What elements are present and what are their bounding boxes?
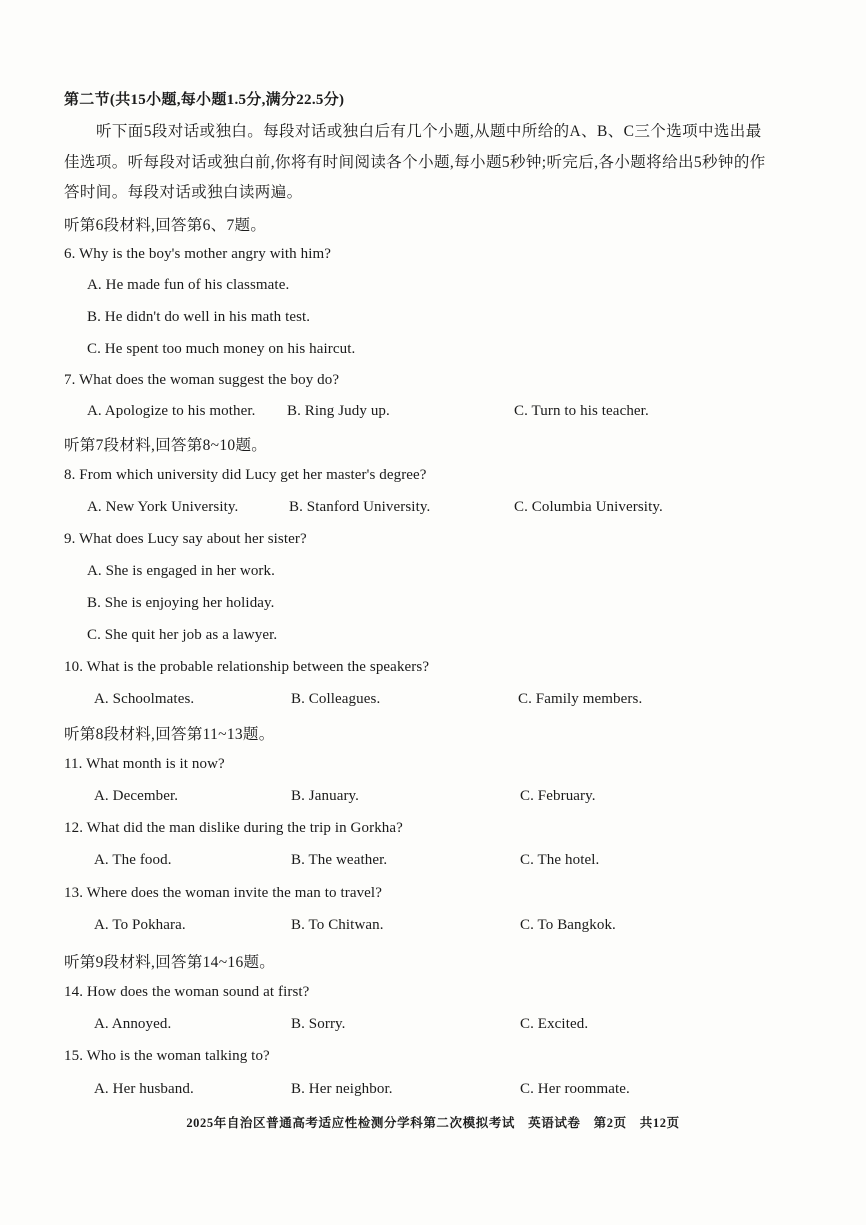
question-13-option-b: B. To Chitwan.: [291, 917, 384, 933]
question-14: 14. How does the woman sound at first?: [64, 984, 310, 1000]
material-6-heading: 听第6段材料,回答第6、7题。: [64, 217, 267, 234]
question-12-option-c: C. The hotel.: [520, 852, 600, 868]
question-6-option-b: B. He didn't do well in his math test.: [87, 309, 311, 325]
question-8-option-c: C. Columbia University.: [514, 499, 663, 515]
question-12-option-b: B. The weather.: [291, 852, 388, 868]
question-10-option-b: B. Colleagues.: [291, 691, 381, 707]
question-14-option-a: A. Annoyed.: [94, 1016, 172, 1032]
question-11-option-a: A. December.: [94, 788, 179, 804]
question-14-option-b: B. Sorry.: [291, 1016, 346, 1032]
question-15: 15. Who is the woman talking to?: [64, 1048, 270, 1064]
question-7: 7. What does the woman suggest the boy do?: [64, 372, 340, 388]
question-13: 13. Where does the woman invite the man to travel?: [64, 885, 382, 901]
question-6-option-c: C. He spent too much money on his haircut.: [87, 341, 356, 357]
section-title: 第二节(共15小题,每小题1.5分,满分22.5分): [64, 92, 345, 108]
question-7-option-a: A. Apologize to his mother.: [87, 403, 256, 419]
question-11-option-b: B. January.: [291, 788, 360, 804]
question-9-option-a: A. She is engaged in her work.: [87, 563, 275, 579]
question-8-option-a: A. New York University.: [87, 499, 239, 515]
material-9-heading: 听第9段材料,回答第14~16题。: [64, 954, 276, 971]
question-7-option-c: C. Turn to his teacher.: [514, 403, 649, 419]
section-instructions: 听下面5段对话或独白。每段对话或独白后有几个小题,从题中所给的A、B、C三个选项中选出最佳选项。听每段对话或独白前,你将有时间阅读各个小题,每小题5秒钟;听完后,各小题将给出5秒钟的作答时间。每段对话或独白读两遍。: [64, 123, 766, 201]
question-9-option-c: C. She quit her job as a lawyer.: [87, 627, 278, 643]
question-9: 9. What does Lucy say about her sister?: [64, 531, 307, 547]
question-11: 11. What month is it now?: [64, 756, 225, 772]
question-15-option-a: A. Her husband.: [94, 1081, 194, 1097]
question-6: 6. Why is the boy's mother angry with him?: [64, 246, 332, 262]
question-9-option-b: B. She is enjoying her holiday.: [87, 595, 275, 611]
question-11-option-c: C. February.: [520, 788, 596, 804]
page-footer: 2025年自治区普通高考适应性检测分学科第二次模拟考试 英语试卷 第2页 共12页: [186, 1116, 680, 1130]
question-8-option-b: B. Stanford University.: [289, 499, 431, 515]
question-15-option-c: C. Her roommate.: [520, 1081, 630, 1097]
question-7-option-b: B. Ring Judy up.: [287, 403, 390, 419]
question-12: 12. What did the man dislike during the trip in Gorkha?: [64, 820, 403, 836]
question-10: 10. What is the probable relationship between the speakers?: [64, 659, 430, 675]
question-10-option-c: C. Family members.: [518, 691, 643, 707]
question-13-option-c: C. To Bangkok.: [520, 917, 616, 933]
material-8-heading: 听第8段材料,回答第11~13题。: [64, 726, 275, 743]
question-15-option-b: B. Her neighbor.: [291, 1081, 393, 1097]
question-12-option-a: A. The food.: [94, 852, 172, 868]
question-10-option-a: A. Schoolmates.: [94, 691, 195, 707]
material-7-heading: 听第7段材料,回答第8~10题。: [64, 437, 268, 454]
question-8: 8. From which university did Lucy get her master's degree?: [64, 467, 427, 483]
question-14-option-c: C. Excited.: [520, 1016, 589, 1032]
question-13-option-a: A. To Pokhara.: [94, 917, 186, 933]
question-6-option-a: A. He made fun of his classmate.: [87, 277, 290, 293]
